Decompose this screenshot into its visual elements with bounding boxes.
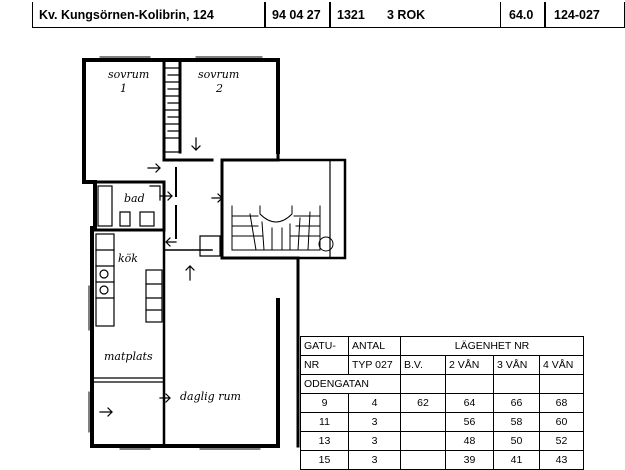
table-row (301, 413, 584, 432)
room-label-matplats: matplats (104, 350, 153, 363)
ref-text: 124-027 (554, 7, 600, 22)
cell-bv (401, 451, 446, 470)
col-gatu-header: GATU- (301, 337, 349, 356)
table-row (301, 451, 584, 470)
cell-antal: 3 (349, 413, 401, 432)
cell-nr: 9 (301, 394, 349, 413)
col-3van-header: 3 VÅN (494, 356, 540, 375)
lagenhet-header: LÄGENHET NR (401, 337, 584, 356)
cell-antal: 3 (349, 451, 401, 470)
cell-3van: 41 (494, 451, 540, 470)
cell-bv (401, 432, 446, 451)
arrows (100, 138, 222, 416)
col-2van-header: 2 VÅN (446, 356, 494, 375)
room-label-dagligrum: daglig rum (180, 390, 241, 403)
address-text: Kv. Kungsörnen-Kolibrin, 124 (39, 7, 214, 22)
wardrobes (166, 68, 179, 152)
apartment-table (300, 336, 584, 470)
cell-3van: 66 (494, 394, 540, 413)
col-antal-header: ANTAL (349, 337, 401, 356)
room-number-1: 1 (120, 82, 127, 95)
col-nr-header: NR (301, 356, 349, 375)
col-4van-header: 4 VÅN (540, 356, 584, 375)
date-text: 94 04 27 (272, 7, 321, 22)
col-typ-header: TYP 027 (349, 356, 401, 375)
cell-2van: 39 (446, 451, 494, 470)
cell-2van: 64 (446, 394, 494, 413)
rooms-text: 3 ROK (387, 7, 426, 22)
cell-4van: 52 (540, 432, 584, 451)
room-label-sovrum-2: sovrum (198, 68, 240, 81)
col-bv-header: B.V. (401, 356, 446, 375)
cell-4van: 43 (540, 451, 584, 470)
cell-bv: 62 (401, 394, 446, 413)
cell-bv (401, 413, 446, 432)
table-row (301, 432, 584, 451)
cell-3van: 50 (494, 432, 540, 451)
cell-nr: 15 (301, 451, 349, 470)
staircase (232, 206, 333, 251)
cell-nr: 11 (301, 413, 349, 432)
stairwell (222, 160, 345, 258)
cell-2van: 48 (446, 432, 494, 451)
room-label-sovrum-1: sovrum (108, 68, 150, 81)
cell-2van: 56 (446, 413, 494, 432)
cell-antal: 3 (349, 432, 401, 451)
room-label-bad: bad (124, 192, 145, 205)
cell-nr: 13 (301, 432, 349, 451)
code-text: 1321 (337, 7, 365, 22)
cell-antal: 4 (349, 394, 401, 413)
cell-3van: 58 (494, 413, 540, 432)
cell-4van: 60 (540, 413, 584, 432)
area-text: 64.0 (509, 7, 534, 22)
room-label-kok: kök (118, 252, 138, 265)
cell-4van: 68 (540, 394, 584, 413)
table-row (301, 394, 584, 413)
kitchen-fixtures (96, 234, 162, 326)
room-number-2: 2 (216, 82, 223, 95)
street-name: ODENGATAN (301, 375, 401, 394)
